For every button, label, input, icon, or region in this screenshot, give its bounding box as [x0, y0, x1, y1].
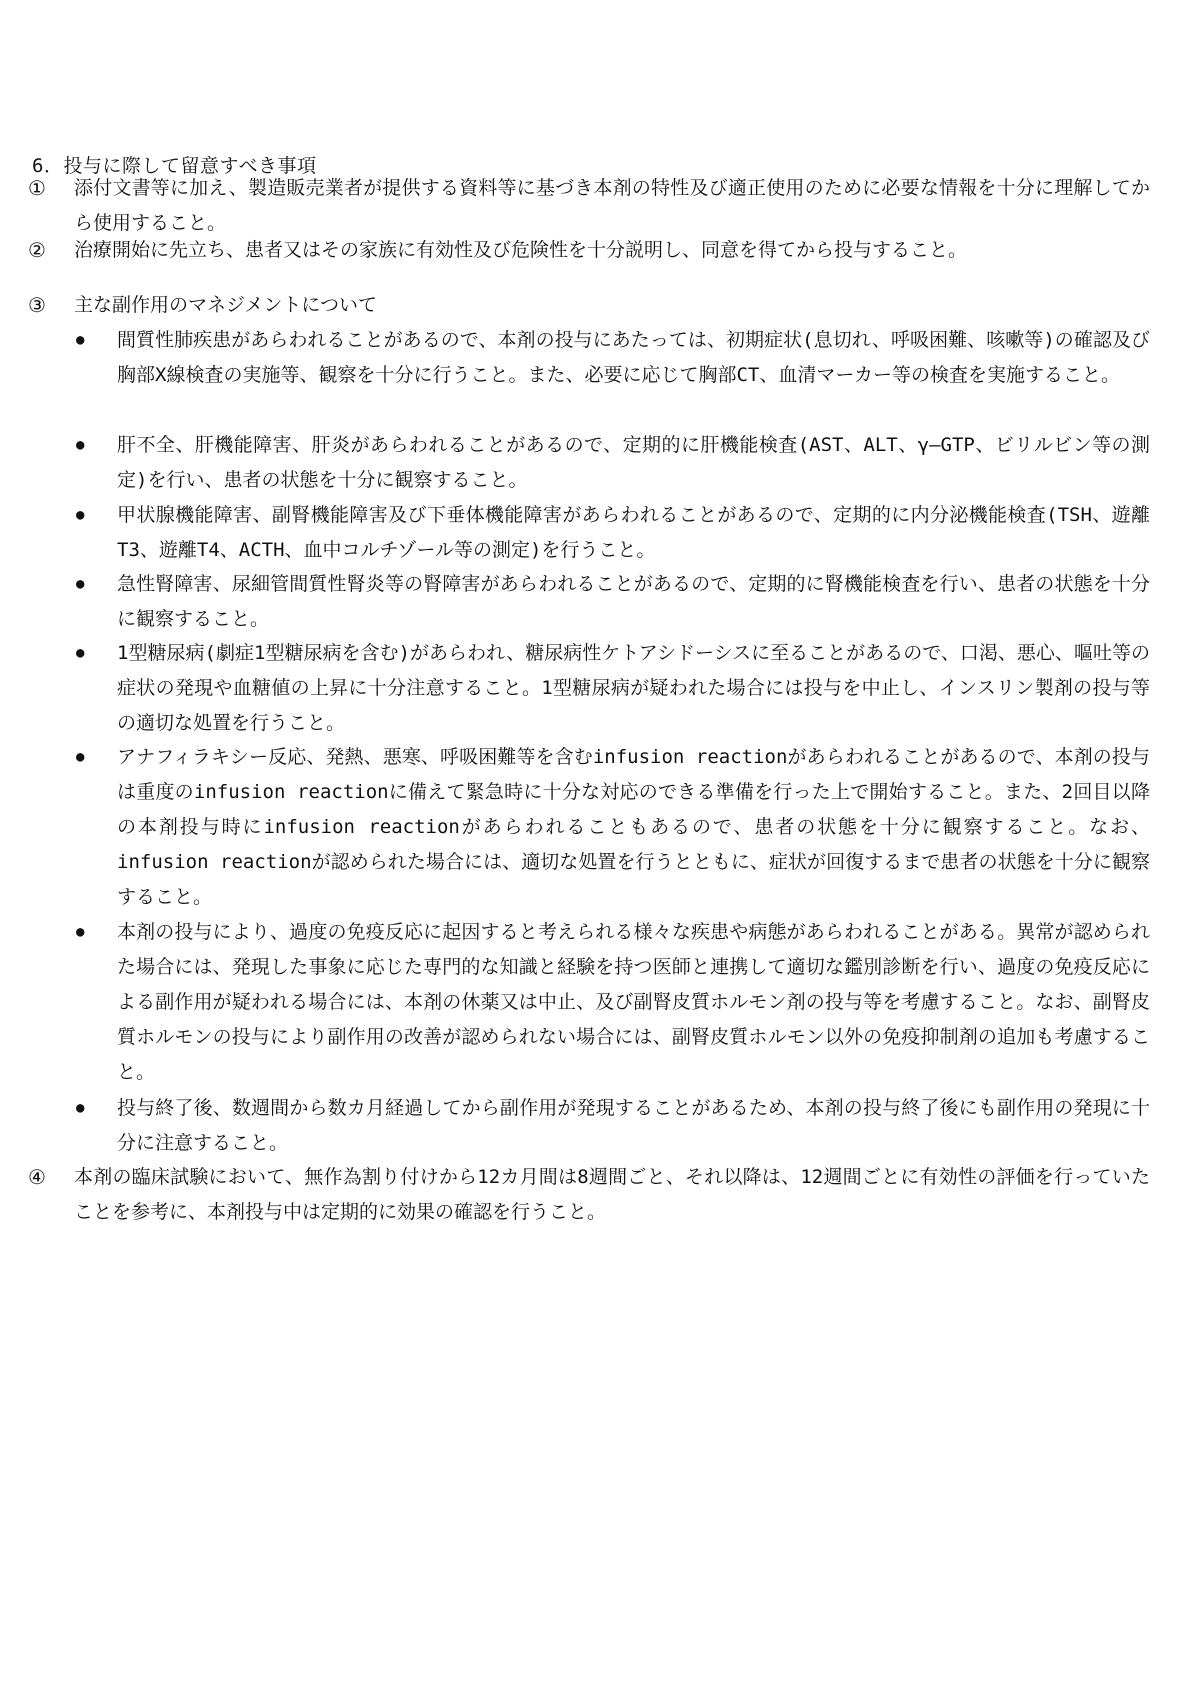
- bullet-icon: ●: [76, 1100, 85, 1116]
- bullet-text-2: 肝不全、肝機能障害、肝炎があらわれることがあるので、定期的に肝機能検査(AST、ALT、γ―GTP、ビリルビン等の測定)を行い、患者の状態を十分に観察すること。: [117, 434, 1150, 491]
- bullet-text-6: アナフィラキシー反応、発熱、悪寒、呼吸困難等を含むinfusion reactionがあらわれることがあるので、本剤の投与は重度のinfusion reactionに備えて緊急時に十分な対応のできる準備を行った上で開始すること。また、2回目以降の本剤投与時にinfusion reactionがあらわれることもあるので、患者の状態を十分に観察すること。なお、infusion reactionが認められた場合には、適切な処置を行うとともに、症状が回復するまで患者の状態を十分に観察すること。: [117, 746, 1151, 908]
- bullet-text-1: 間質性肺疾患があらわれることがあるので、本剤の投与にあたっては、初期症状(息切れ、呼吸困難、咳嗽等)の確認及び胸部X線検査の実施等、観察を十分に行うこと。また、必要に応じて胸部CT、血清マーカー等の検査を実施すること。: [117, 329, 1150, 386]
- bullet-icon: ●: [76, 924, 85, 940]
- bullet-text-4: 急性腎障害、尿細管間質性腎炎等の腎障害があらわれることがあるので、定期的に腎機能検査を行い、患者の状態を十分に観察すること。: [117, 573, 1150, 630]
- item-marker-3: ③: [28, 293, 46, 317]
- bullet-text-3: 甲状腺機能障害、副腎機能障害及び下垂体機能障害があらわれることがあるので、定期的に内分泌機能検査(TSH、遊離T3、遊離T4、ACTH、血中コルチゾール等の測定)を行うこと。: [117, 504, 1150, 561]
- item-marker-1: ①: [28, 176, 46, 200]
- bullet-icon: ●: [76, 507, 85, 523]
- bullet-icon: ●: [76, 576, 85, 592]
- item-text-1: 添付文書等に加え、製造販売業者が提供する資料等に基づき本剤の特性及び適正使用のために必要な情報を十分に理解してから使用すること。: [74, 177, 1150, 234]
- bullet-icon: ●: [76, 437, 85, 453]
- item-text-4: 本剤の臨床試験において、無作為割り付けから12カ月間は8週間ごと、それ以降は、12週間ごとに有効性の評価を行っていたことを参考に、本剤投与中は定期的に効果の確認を行うこと。: [74, 1166, 1150, 1223]
- bullet-icon: ●: [76, 749, 85, 765]
- item-text-2: 治療開始に先立ち、患者又はその家族に有効性及び危険性を十分説明し、同意を得てから投与すること。: [74, 239, 968, 261]
- bullet-text-7: 本剤の投与により、過度の免疫反応に起因すると考えられる様々な疾患や病態があらわれることがある。異常が認められた場合には、発現した事象に応じた専門的な知識と経験を持つ医師と連携して適切な鑑別診断を行い、過度の免疫反応による副作用が疑われる場合には、本剤の休薬又は中止、及び副腎皮質ホルモン剤の投与等を考慮すること。なお、副腎皮質ホルモンの投与により副作用の改善が認められない場合には、副腎皮質ホルモン以外の免疫抑制剤の追加も考慮すること。: [117, 921, 1150, 1083]
- bullet-text-8: 投与終了後、数週間から数カ月経過してから副作用が発現することがあるため、本剤の投与終了後にも副作用の発現に十分に注意すること。: [117, 1097, 1150, 1154]
- bullet-icon: ●: [76, 332, 85, 348]
- item-marker-2: ②: [28, 238, 46, 262]
- item-text-3: 主な副作用のマネジメントについて: [74, 294, 378, 316]
- section-title: 6．投与に際して留意すべき事項: [32, 155, 317, 177]
- bullet-text-5: 1型糖尿病(劇症1型糖尿病を含む)があらわれ、糖尿病性ケトアシドーシスに至ることがあるので、口渇、悪心、嘔吐等の症状の発現や血糖値の上昇に十分注意すること。1型糖尿病が疑われた場合には投与を中止し、インスリン製剤の投与等の適切な処置を行うこと。: [117, 642, 1150, 734]
- item-marker-4: ④: [28, 1165, 46, 1189]
- bullet-icon: ●: [76, 645, 85, 661]
